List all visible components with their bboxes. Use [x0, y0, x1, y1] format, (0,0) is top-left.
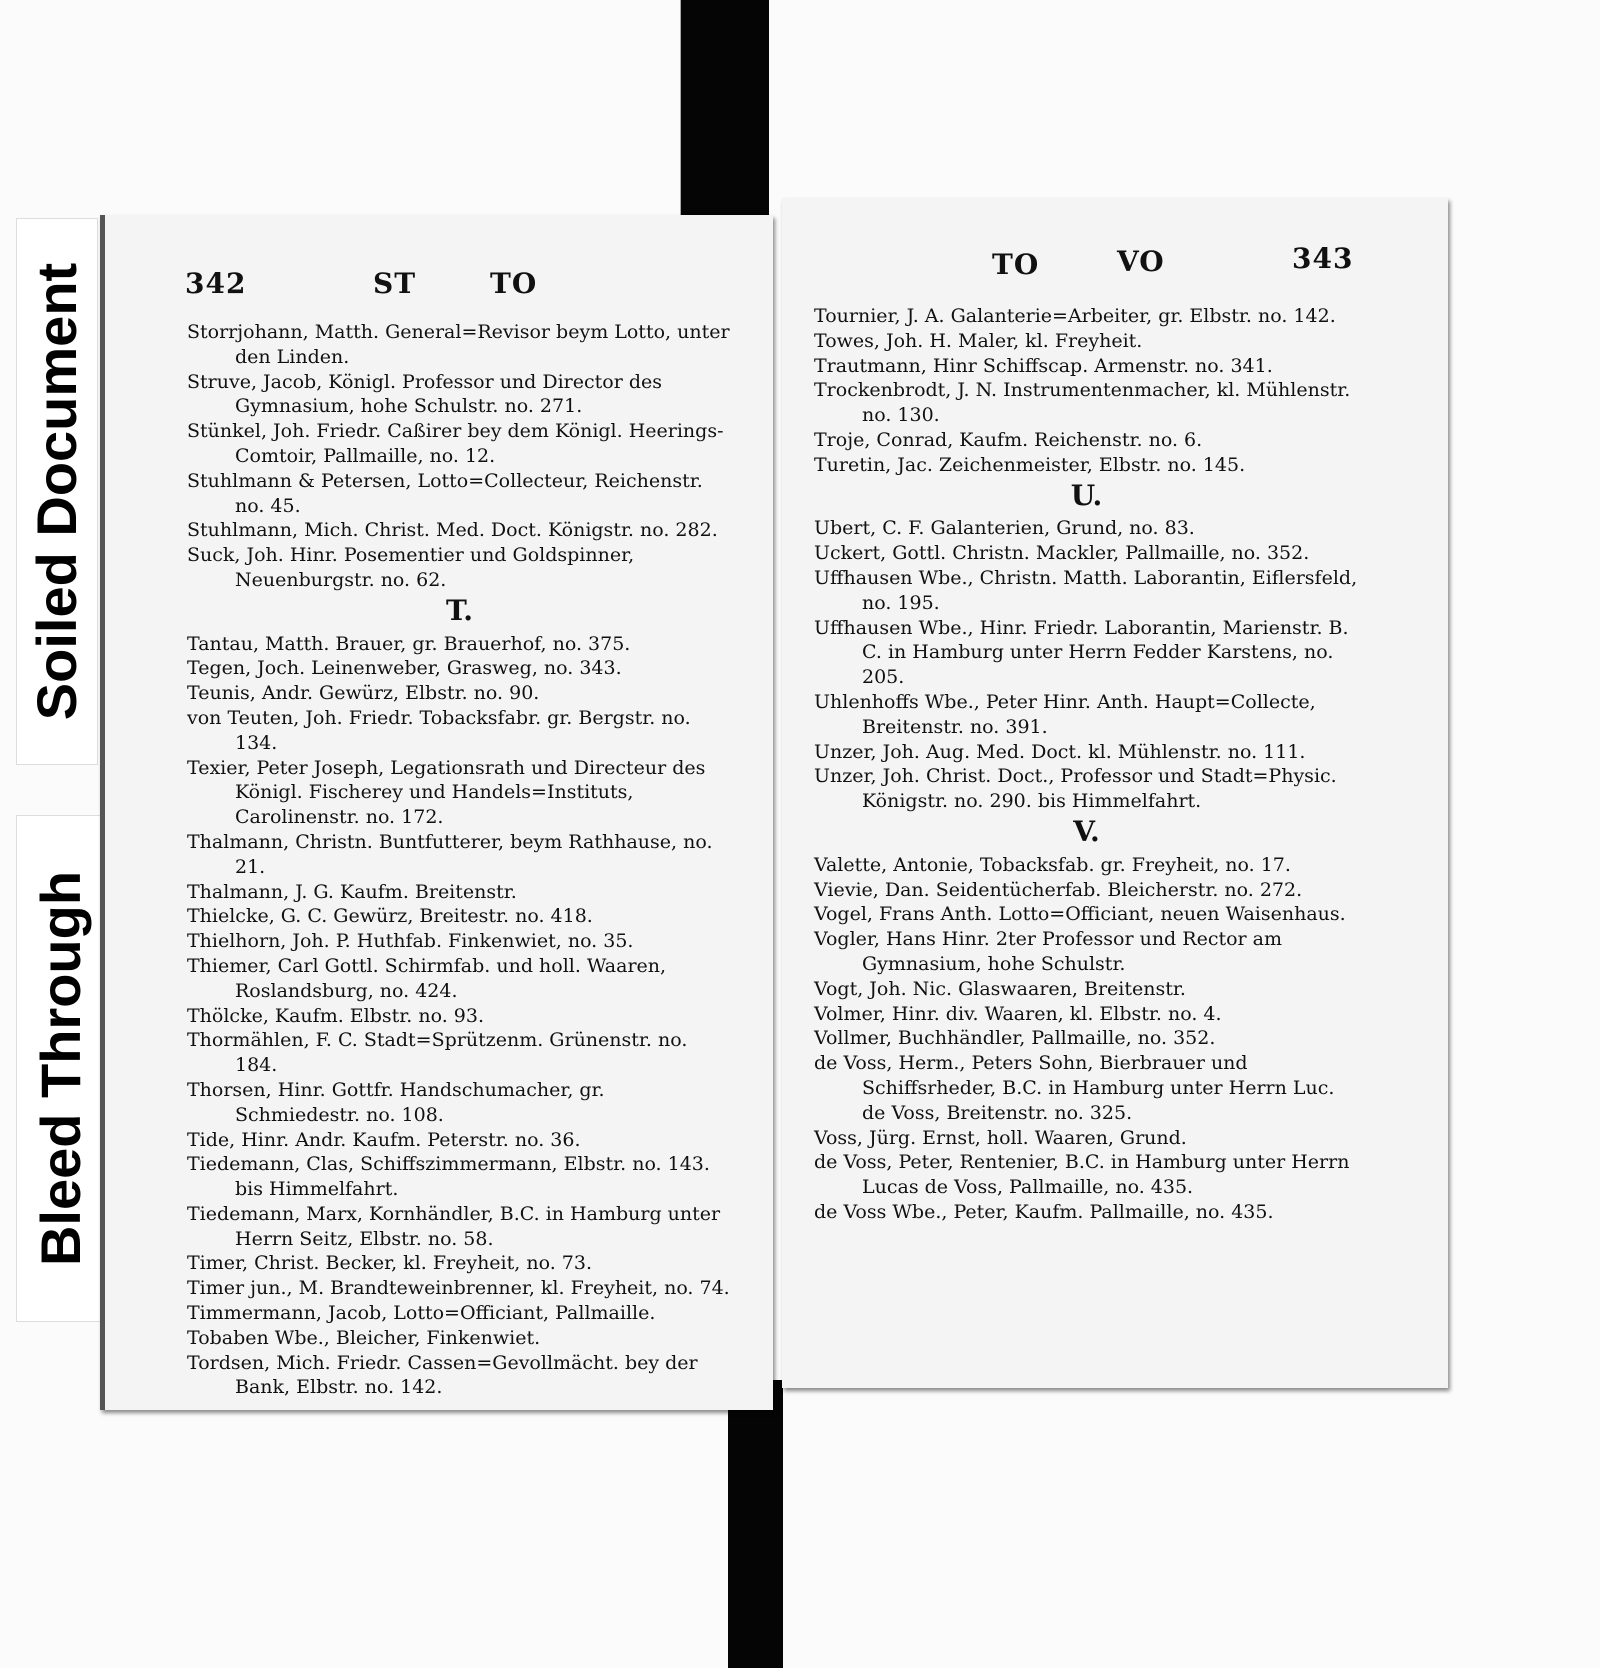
directory-entry: von Teuten, Joh. Friedr. Tobacksfabr. gr. Bergstr. no. 134. [187, 706, 691, 754]
right-page-number: 343 [1292, 242, 1354, 275]
directory-entry: Thölcke, Kaufm. Elbstr. no. 93. [187, 1004, 484, 1027]
directory-entry: Tobaben Wbe., Bleicher, Finkenwiet. [187, 1326, 541, 1349]
directory-entry: Tiedemann, Clas, Schiffszimmermann, Elbstr. no. 143. bis Himmelfahrt. [187, 1153, 710, 1201]
right-page [782, 198, 1448, 1388]
binding-gutter-top [681, 0, 769, 215]
bleed-through-text: Bleed Through [29, 870, 93, 1267]
directory-entry: de Voss, Herm., Peters Sohn, Bierbrauer und Schiffsrheder, B.C. in Hamburg unter Herrn Luc. de Voss, Breitenstr. no. 325. [814, 1052, 1335, 1124]
directory-entry: Thielcke, G. C. Gewürz, Breitestr. no. 418. [187, 905, 593, 928]
right-entries-to [814, 304, 1359, 478]
directory-entry: Valette, Antonie, Tobacksfab. gr. Freyheit, no. 17. [814, 853, 1291, 876]
directory-entry: Stünkel, Joh. Friedr. Caßirer bey dem Königl. Heerings-Comtoir, Pallmaille, no. 12. [187, 420, 724, 467]
directory-entry: Voss, Jürg. Ernst, holl. Waaren, Grund. [814, 1126, 1187, 1149]
directory-entry: Troje, Conrad, Kaufm. Reichenstr. no. 6. [814, 428, 1203, 451]
left-page [100, 215, 773, 1410]
directory-entry: Towes, Joh. H. Maler, kl. Freyheit. [814, 329, 1143, 352]
directory-entry: Thormählen, F. C. Stadt=Sprützenm. Grünenstr. no. 184. [187, 1029, 688, 1077]
directory-entry: Vollmer, Buchhändler, Pallmaille, no. 352. [814, 1027, 1216, 1050]
directory-entry: Tiedemann, Marx, Kornhändler, B.C. in Hamburg unter Herrn Seitz, Elbstr. no. 58. [187, 1202, 721, 1250]
directory-entry: de Voss Wbe., Peter, Kaufm. Pallmaille, no. 435. [814, 1200, 1274, 1223]
directory-entry: Teunis, Andr. Gewürz, Elbstr. no. 90. [187, 682, 540, 705]
directory-entry: Stuhlmann, Mich. Christ. Med. Doct. Königstr. no. 282. [187, 519, 718, 542]
left-header-to: TO [490, 267, 538, 300]
left-entries [187, 320, 732, 1400]
right-entries-v [814, 853, 1359, 1225]
directory-entry: Thorsen, Hinr. Gottfr. Handschumacher, gr. Schmiedestr. no. 108. [187, 1078, 605, 1126]
directory-entry: Thalmann, J. G. Kaufm. Breitenstr. [187, 880, 517, 903]
directory-entry: Tantau, Matth. Brauer, gr. Brauerhof, no. 375. [187, 632, 631, 655]
directory-entry: de Voss, Peter, Rentenier, B.C. in Hamburg unter Herrn Lucas de Voss, Pallmaille, no. 435. [814, 1151, 1350, 1199]
directory-entry: Tide, Hinr. Andr. Kaufm. Peterstr. no. 36. [187, 1128, 581, 1151]
directory-entry: Vievie, Dan. Seidentücherfab. Bleicherstr. no. 272. [814, 878, 1303, 901]
directory-entry: Timer jun., M. Brandteweinbrenner, kl. Freyheit, no. 74. [187, 1277, 730, 1300]
directory-entry: Thalmann, Christn. Buntfutterer, beym Rathhause, no. 21. [187, 830, 713, 878]
right-header-vo: VO [1117, 245, 1165, 278]
section-letter-t: T. [446, 593, 473, 627]
directory-entry: Uckert, Gottl. Christn. Mackler, Pallmaille, no. 352. [814, 542, 1310, 565]
directory-entry: Uhlenhoffs Wbe., Peter Hinr. Anth. Haupt=Collecte, Breitenstr. no. 391. [814, 690, 1316, 738]
directory-entry: Uffhausen Wbe., Christn. Matth. Laborantin, Eiflersfeld, no. 195. [814, 566, 1358, 614]
left-entries-s [187, 320, 732, 593]
directory-entry: Tordsen, Mich. Friedr. Cassen=Gevollmächt. bey der Bank, Elbstr. no. 142. [187, 1351, 698, 1399]
directory-entry: Ubert, C. F. Galanterien, Grund, no. 83. [814, 517, 1195, 540]
directory-entry: Vogler, Hans Hinr. 2ter Professor und Rector am Gymnasium, hohe Schulstr. [814, 928, 1282, 975]
right-entries-u [814, 516, 1359, 814]
soiled-document-label [16, 218, 98, 765]
directory-entry: Vogt, Joh. Nic. Glaswaaren, Breitenstr. [814, 977, 1186, 1000]
left-page-number: 342 [185, 267, 247, 300]
directory-entry: Thiemer, Carl Gottl. Schirmfab. und holl. Waaren, Roslandsburg, no. 424. [187, 954, 667, 1002]
directory-entry: Timer, Christ. Becker, kl. Freyheit, no. 73. [187, 1252, 592, 1275]
directory-entry: Turetin, Jac. Zeichenmeister, Elbstr. no. 145. [814, 453, 1246, 476]
directory-entry: Storrjohann, Matth. General=Revisor beym Lotto, unter den Linden. [187, 321, 730, 368]
binding-gutter-bottom [728, 1380, 783, 1668]
soiled-document-text: Soiled Document [25, 262, 89, 721]
bleed-through-label [16, 815, 106, 1322]
left-header-st: ST [373, 267, 417, 300]
right-header-to: TO [992, 248, 1040, 281]
section-letter-v: V. [1073, 814, 1100, 848]
directory-entry: Tournier, J. A. Galanterie=Arbeiter, gr. Elbstr. no. 142. [814, 305, 1336, 327]
left-entries-t [187, 632, 732, 1401]
directory-entry: Trockenbrodt, J. N. Instrumentenmacher, kl. Mühlenstr. no. 130. [814, 379, 1351, 427]
directory-entry: Unzer, Joh. Aug. Med. Doct. kl. Mühlenstr. no. 111. [814, 740, 1306, 763]
right-entries [814, 304, 1359, 1225]
directory-entry: Timmermann, Jacob, Lotto=Officiant, Pallmaille. [187, 1302, 656, 1325]
directory-entry: Thielhorn, Joh. P. Huthfab. Finkenwiet, no. 35. [187, 930, 634, 953]
directory-entry: Trautmann, Hinr Schiffscap. Armenstr. no. 341. [814, 354, 1273, 377]
directory-entry: Vogel, Frans Anth. Lotto=Officiant, neuen Waisenhaus. [814, 903, 1346, 926]
directory-entry: Tegen, Joch. Leinenweber, Grasweg, no. 343. [187, 657, 622, 680]
directory-entry: Suck, Joh. Hinr. Posementier und Goldspinner, Neuenburgstr. no. 62. [187, 544, 635, 591]
directory-entry: Struve, Jacob, Königl. Professor und Director des Gymnasium, hohe Schulstr. no. 271. [187, 370, 662, 418]
directory-entry: Uffhausen Wbe., Hinr. Friedr. Laborantin, Marienstr. B. C. in Hamburg unter Herrn Fedder Karstens, no. 205. [814, 616, 1349, 689]
section-letter-u: U. [1070, 478, 1103, 512]
directory-entry: Stuhlmann & Petersen, Lotto=Collecteur, Reichenstr. no. 45. [187, 469, 703, 517]
directory-entry: Volmer, Hinr. div. Waaren, kl. Elbstr. no. 4. [814, 1002, 1222, 1025]
directory-entry: Texier, Peter Joseph, Legationsrath und Directeur des Königl. Fischerey und Handels=Instituts, Carolinenstr. no. 172. [187, 756, 706, 829]
directory-entry: Unzer, Joh. Christ. Doct., Professor und Stadt=Physic. Königstr. no. 290. bis Himmelfahrt. [814, 765, 1337, 813]
